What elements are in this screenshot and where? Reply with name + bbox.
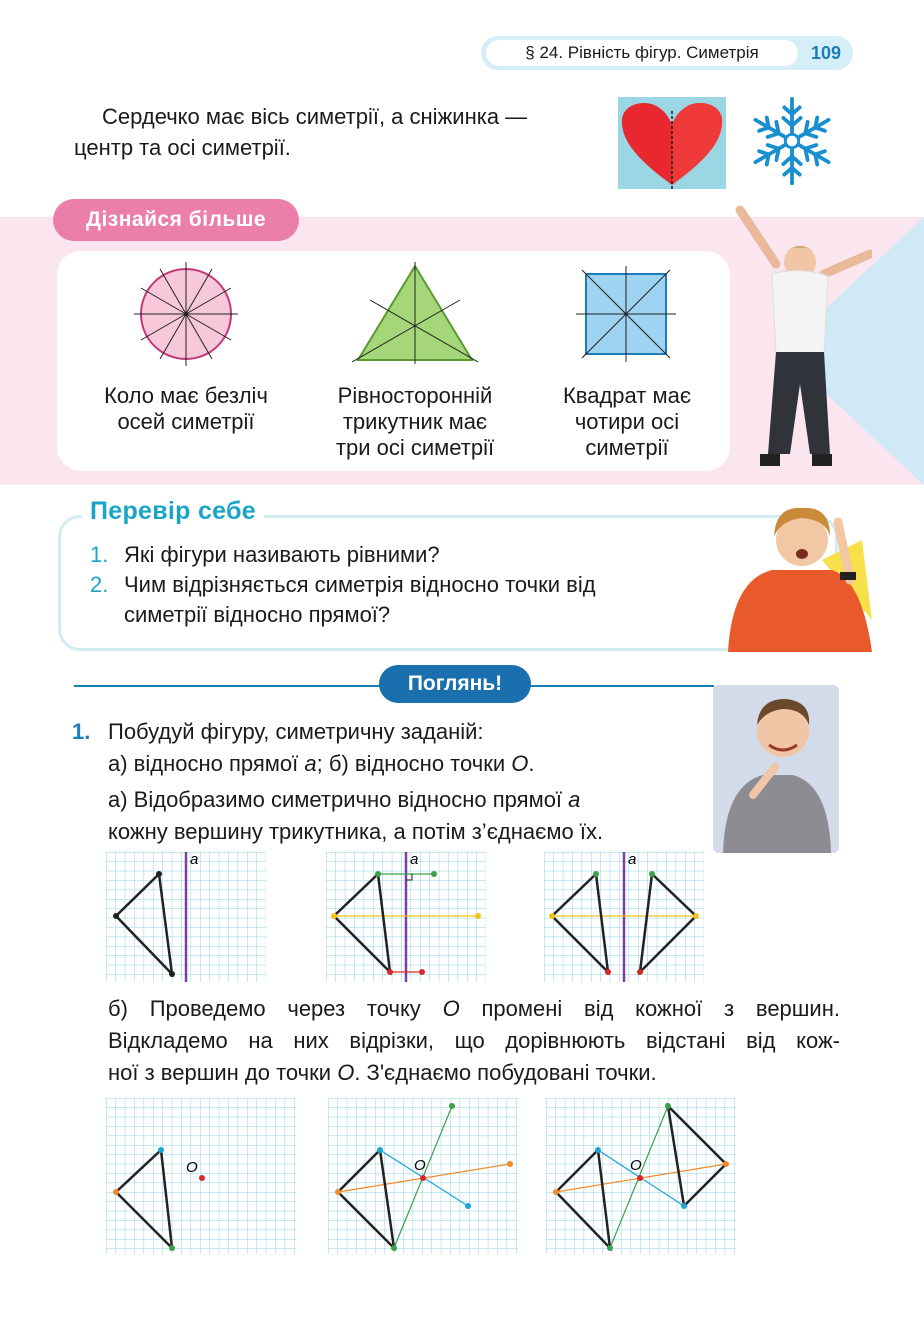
section-title: § 24. Рівність фігур. Симетрія <box>486 40 798 66</box>
axis-label: a <box>628 852 637 868</box>
question-2-cont: симетрії відносно прямої? <box>124 602 391 627</box>
page-number: 109 <box>810 43 842 63</box>
text: б) Проведемо через точку <box>108 996 443 1021</box>
question-number: 1. <box>90 542 109 567</box>
circle-axes-icon <box>134 262 238 366</box>
boy-pointing-photo <box>713 685 839 853</box>
learn-more-label: Дізнайся більше <box>53 199 299 241</box>
text: промені від кожної з вершин. <box>459 996 840 1021</box>
text: а) відносно прямої <box>108 751 305 776</box>
caption-line: осей симетрії <box>117 409 255 434</box>
girl-pointing-illustration <box>722 500 882 652</box>
text: ; б) відносно точки <box>316 751 512 776</box>
question-text: Чим відрізняється симетрія відносно точки від <box>124 572 596 597</box>
check-yourself-title: Перевір себе <box>82 497 264 526</box>
snowflake-icon <box>744 93 840 189</box>
text: . З'єднаємо побудовані точки. <box>354 1060 657 1085</box>
question-2 <box>90 570 596 600</box>
point-label: O <box>414 1157 426 1174</box>
part-b-line-1 <box>108 993 840 1025</box>
grid-a-2 <box>326 852 486 982</box>
caption-line: трикутник має <box>342 409 488 434</box>
grid-b-2 <box>328 1098 518 1254</box>
caption-line: Коло має безліч <box>104 383 268 408</box>
triangle-axes-icon <box>352 262 478 364</box>
task-number: 1. <box>72 719 91 744</box>
var-O: O <box>442 996 460 1021</box>
caption-line: Рівносторонній <box>337 383 493 408</box>
grid-b-3 <box>546 1098 736 1254</box>
grid-b-1 <box>106 1098 296 1254</box>
triangle-caption <box>305 383 525 461</box>
part-b-line-3 <box>108 1057 840 1089</box>
text: ної з вершин до точки <box>108 1060 338 1085</box>
question-number: 2. <box>90 572 109 597</box>
heart-photo <box>618 97 726 189</box>
caption-line: Квадрат має <box>562 383 692 408</box>
intro-text <box>74 101 594 163</box>
var-O: O <box>511 751 529 776</box>
caption-line: симетрії <box>585 435 669 460</box>
task-line-2 <box>108 748 708 780</box>
part-b-text <box>108 993 840 1089</box>
part-a-line-2: кожну вершину трикутника, а потім з’єднаємо їх. <box>108 819 604 844</box>
intro-line-2: центр та осі симетрії. <box>74 135 291 160</box>
text: . <box>528 751 535 776</box>
var-a: a <box>304 751 317 776</box>
axis-label: a <box>410 852 419 868</box>
grid-a-3 <box>544 852 704 982</box>
circle-caption <box>76 383 296 435</box>
part-a-line-1 <box>108 784 698 816</box>
part-b-line-2: Відкладемо на них відрізки, що дорівнюють відстані від кож- <box>108 1028 840 1053</box>
grid-a-1 <box>106 852 266 982</box>
point-label: O <box>186 1159 198 1176</box>
var-a: a <box>568 787 581 812</box>
axis-label: a <box>190 852 199 868</box>
caption-line: три осі симетрії <box>335 435 495 460</box>
part-a-text <box>108 784 698 848</box>
task-1 <box>72 716 708 780</box>
caption-line: чотири осі <box>574 409 680 434</box>
text: а) Відобразимо симетрично відносно прямої <box>108 787 569 812</box>
square-axes-icon <box>576 266 676 362</box>
var-O: O <box>337 1060 355 1085</box>
question-text: Які фігури називають рівними? <box>124 542 440 567</box>
jumping-boy-illustration <box>732 204 872 484</box>
intro-line-1: Сердечко має вісь симетрії, а сніжинка — <box>102 104 528 129</box>
look-label: Поглянь! <box>379 665 531 703</box>
task-line-1: Побудуй фігуру, симетричну заданій: <box>108 719 484 744</box>
point-label: O <box>630 1157 642 1174</box>
square-caption <box>517 383 737 461</box>
question-1 <box>90 540 440 570</box>
